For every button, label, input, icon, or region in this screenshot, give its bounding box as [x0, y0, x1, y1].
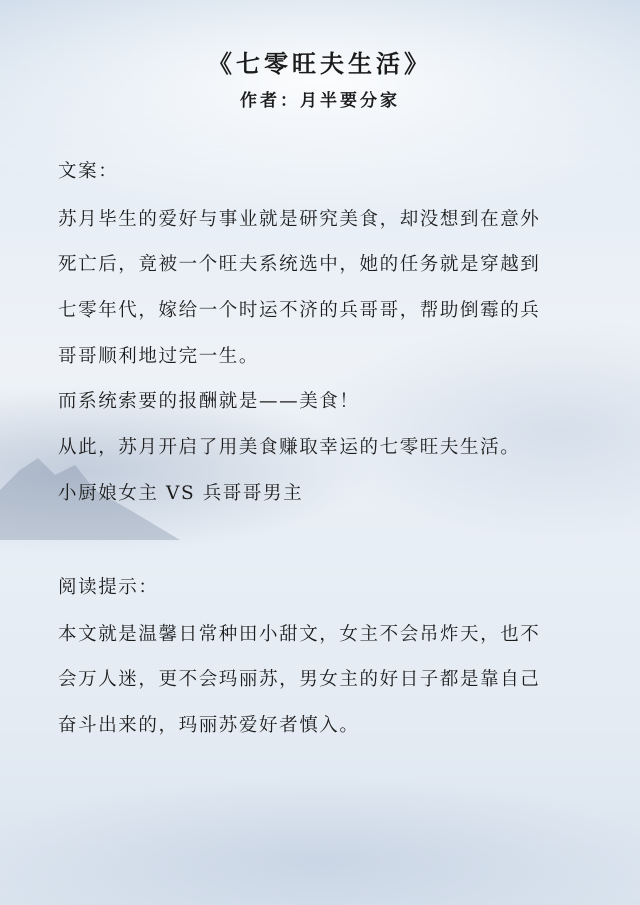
synopsis-line: 七零年代，嫁给一个时运不济的兵哥哥，帮助倒霉的兵	[58, 300, 541, 321]
synopsis-line: 苏月毕生的爱好与事业就是研究美食，却没想到在意外	[58, 209, 541, 230]
book-title: 《七零旺夫生活》	[208, 49, 432, 78]
author-line: 作者：月半要分家	[240, 91, 400, 111]
reading-tips-line: 会万人迷，更不会玛丽苏，男女主的好日子都是靠自己	[58, 669, 541, 690]
synopsis-heading: 文案：	[58, 161, 119, 182]
reading-tips-line: 奋斗出来的，玛丽苏爱好者慎入。	[58, 715, 360, 736]
synopsis-line: 而系统索要的报酬就是——美食！	[58, 391, 360, 412]
synopsis-line: 小厨娘女主 VS 兵哥哥男主	[58, 483, 304, 504]
synopsis-line: 哥哥顺利地过完一生。	[58, 346, 260, 367]
reading-tips-line: 本文就是温馨日常种田小甜文，女主不会吊炸天，也不	[58, 624, 541, 645]
synopsis-line: 从此，苏月开启了用美食赚取幸运的七零旺夫生活。	[58, 437, 521, 458]
reading-tips-heading: 阅读提示：	[58, 577, 159, 598]
synopsis-line: 死亡后，竟被一个旺夫系统选中，她的任务就是穿越到	[58, 254, 541, 275]
